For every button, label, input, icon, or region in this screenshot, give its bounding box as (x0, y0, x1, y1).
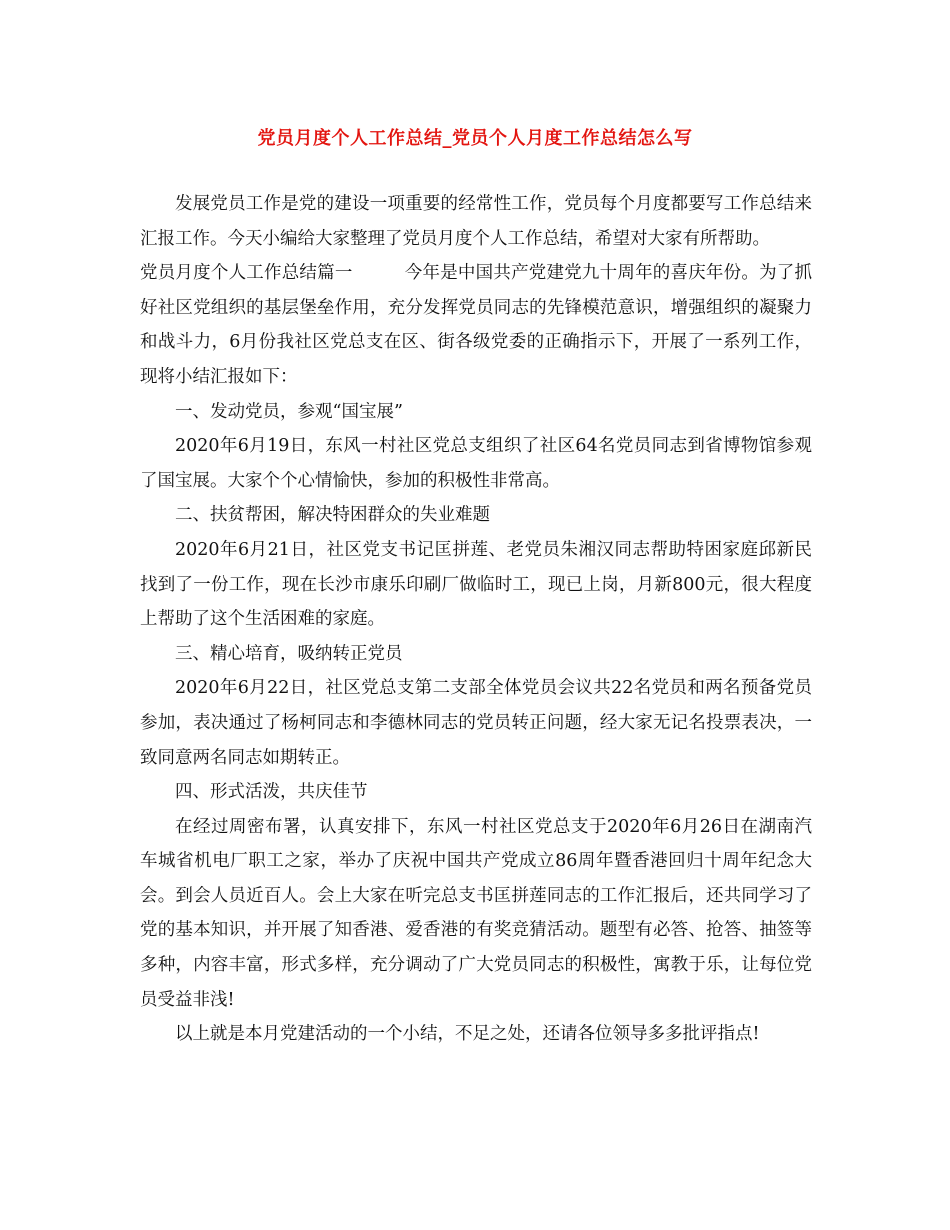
section-heading: 三、精心培育，吸纳转正党员 (175, 643, 403, 664)
article-lead-text: 今年是中国共产党建党九十周年的喜庆年份。为了抓好社区党组织的基层堡垒作用，充分发挥党员同志的先锋模范意识，增强组织的凝聚力和战斗力，6月份我社区党总支在区、街各级党委的正确指示下，开展了一系列工作，现将小结汇报如下： (140, 263, 813, 387)
article-heading: 党员月度个人工作总结篇一 (140, 263, 353, 284)
section-body: 2020年6月22日，社区党总支第二支部全体党员会议共22名党员和两名预备党员参加，表决通过了杨柯同志和李德林同志的党员转正问题，经大家无记名投票表决，一致同意两名同志如期转正。 (140, 678, 812, 768)
intro-paragraph: 发展党员工作是党的建设一项重要的经常性工作，党员每个月度都要写工作总结来汇报工作。今天小编给大家整理了党员月度个人工作总结，希望对大家有所帮助。 (140, 194, 812, 249)
article-lead-paragraph (140, 256, 812, 394)
section-heading: 一、发动党员，参观“国宝展” (175, 401, 403, 422)
section-body: 在经过周密布署，认真安排下，东风一村社区党总支于2020年6月26日在湖南汽车城省机电厂职工之家，举办了庆祝中国共产党成立86周年暨香港回归十周年纪念大会。到会人员近百人。会上大家在听完总支书匡拼莲同志的工作汇报后，还共同学习了党的基本知识，并开展了知香港、爱香港的有奖竞猜活动。题型有必答、抢答、抽签等多种，内容丰富，形式多样，充分调动了广大党员同志的积极性，寓教于乐，让每位党员受益非浅! (140, 816, 812, 1010)
document-title: 党员月度个人工作总结_党员个人月度工作总结怎么写 (257, 128, 693, 149)
document-body (140, 187, 812, 1052)
section-body: 2020年6月19日，东风一村社区党总支组织了社区64名党员同志到省博物馆参观了国宝展。大家个个心情愉快，参加的积极性非常高。 (140, 436, 812, 491)
section-heading: 四、形式活泼，共庆佳节 (175, 782, 368, 803)
section-body: 2020年6月21日，社区党支书记匡拼莲、老党员朱湘汉同志帮助特困家庭邱新民找到了一份工作，现在长沙市康乐印刷厂做临时工，现已上岗，月新800元，很大程度上帮助了这个生活困难的家庭。 (140, 539, 812, 630)
section-heading: 二、扶贫帮困，解决特困群众的失业难题 (175, 505, 490, 526)
closing-paragraph: 以上就是本月党建活动的一个小结，不足之处，还请各位领导多多批评指点! (175, 1024, 760, 1045)
